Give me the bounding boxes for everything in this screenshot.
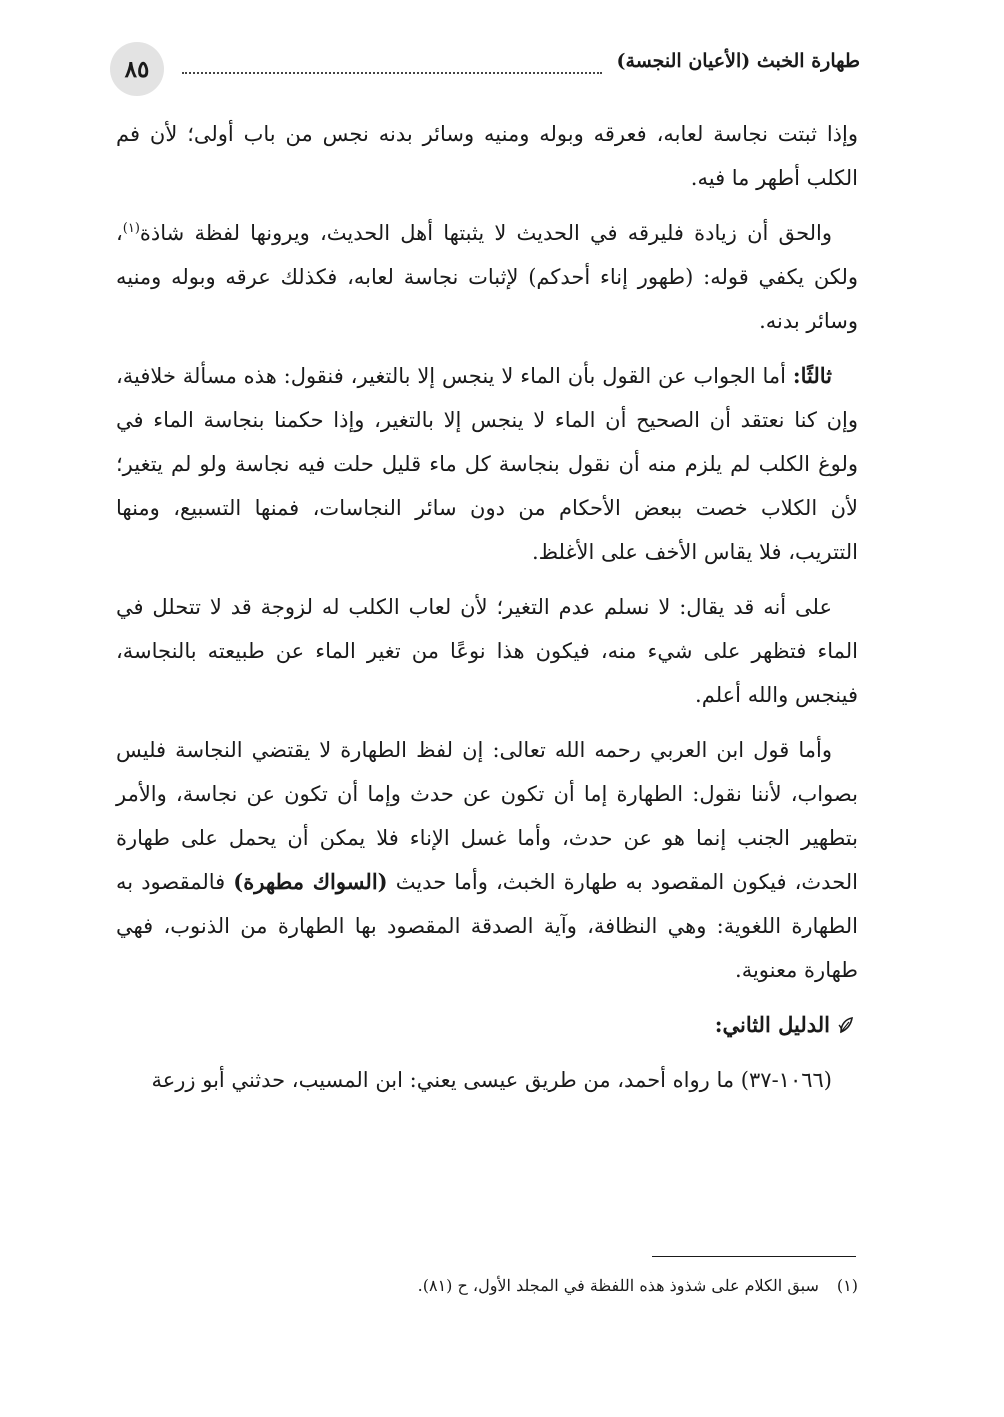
paragraph-2-text-a: والحق أن زيادة فليرقه في الحديث لا يثبتها أهل الحديث، ويرونها لفظة شاذة bbox=[139, 221, 832, 245]
footnote-reference[interactable]: (١) bbox=[122, 221, 140, 236]
header-dotted-leader bbox=[182, 72, 602, 74]
paragraph-6-text: (١٠٦٦-٣٧) ما رواه أحمد، من طريق عيسى يعني: ابن المسيب، حدثني أبو زرعة bbox=[151, 1068, 832, 1092]
paragraph-5-text-b: فالمقصود به الطهارة اللغوية: وهي النظافة، وآية الصدقة المقصود بها الطهارة من الذنوب، فهي طهارة معنوية. bbox=[116, 870, 858, 982]
paragraph-1 bbox=[116, 112, 858, 200]
paragraph-6 bbox=[116, 1058, 858, 1102]
paragraph-3-lead: ثالثًا: bbox=[792, 363, 832, 388]
footnote-text: سبق الكلام على شذوذ هذه اللفظة في المجلد الأول، ح (٨١). bbox=[417, 1276, 819, 1295]
footnote-separator bbox=[652, 1256, 856, 1257]
running-title: طهارة الخبث (الأعيان النجسة) bbox=[616, 50, 860, 72]
paragraph-5-bold-quote: (السواك مطهرة) bbox=[233, 869, 388, 894]
paragraph-4-text: على أنه قد يقال: لا نسلم عدم التغير؛ لأن لعاب الكلب له لزوجة قد لا تتحلل في الماء فتظهر على شيء منه، فيكون هذا نوعًا من تغير الماء عن طبيعته بالنجاسة، فينجس والله أعلم. bbox=[116, 595, 858, 707]
section-heading bbox=[116, 1003, 858, 1047]
page-number: ٨٥ bbox=[124, 55, 150, 83]
paragraph-5 bbox=[116, 728, 858, 992]
leaf-ornament-icon bbox=[838, 1016, 854, 1034]
paragraph-2-text-b: ، ولكن يكفي قوله: (طهور إناء أحدكم) لإثبات نجاسة لعابه، فكذلك عرقه وبوله ومنيه وسائر بدنه. bbox=[116, 221, 858, 333]
main-text bbox=[116, 112, 858, 1113]
paragraph-4 bbox=[116, 585, 858, 717]
page-header bbox=[110, 42, 860, 98]
paragraph-3-text: أما الجواب عن القول بأن الماء لا ينجس إلا بالتغير، فنقول: هذه مسألة خلافية، وإن كنا نعتقد أن الصحيح أن الماء لا ينجس إلا بالتغير، وإذا حكمنا بنجاسة الماء في ولوغ الكلب لم يلزم منه أن نقول بنجاسة كل ماء قليل حلت فيه نجاسة ولو لم يتغير؛ لأن الكلاب خصت ببعض الأحكام من دون سائر النجاسات، فمنها التسبيع، ومنها التتريب، فلا يقاس الأخف على الأغلظ. bbox=[116, 364, 858, 564]
paragraph-1-text: وإذا ثبتت نجاسة لعابه، فعرقه وبوله ومنيه وسائر بدنه نجس من باب أولى؛ لأن فم الكلب أطهر ما فيه. bbox=[116, 122, 858, 190]
footnote-marker: (١) bbox=[836, 1276, 858, 1295]
footnote bbox=[418, 1276, 858, 1295]
paragraph-3 bbox=[116, 354, 858, 574]
section-heading-text: الدليل الثاني: bbox=[714, 1012, 830, 1037]
page-number-badge bbox=[110, 42, 164, 96]
paragraph-2 bbox=[116, 211, 858, 343]
paragraph-5-text-a: وأما قول ابن العربي رحمه الله تعالى: إن لفظ الطهارة لا يقتضي النجاسة فليس بصواب، لأننا نقول: الطهارة إما أن تكون عن حدث وإما أن تكون عن نجاسة، والأمر بتطهير الجنب إنما هو عن حدث، وأما غسل الإناء فلا يمكن أن يحمل على طهارة الحدث، فيكون المقصود به طهارة الخبث، وأما حديث bbox=[116, 738, 858, 894]
